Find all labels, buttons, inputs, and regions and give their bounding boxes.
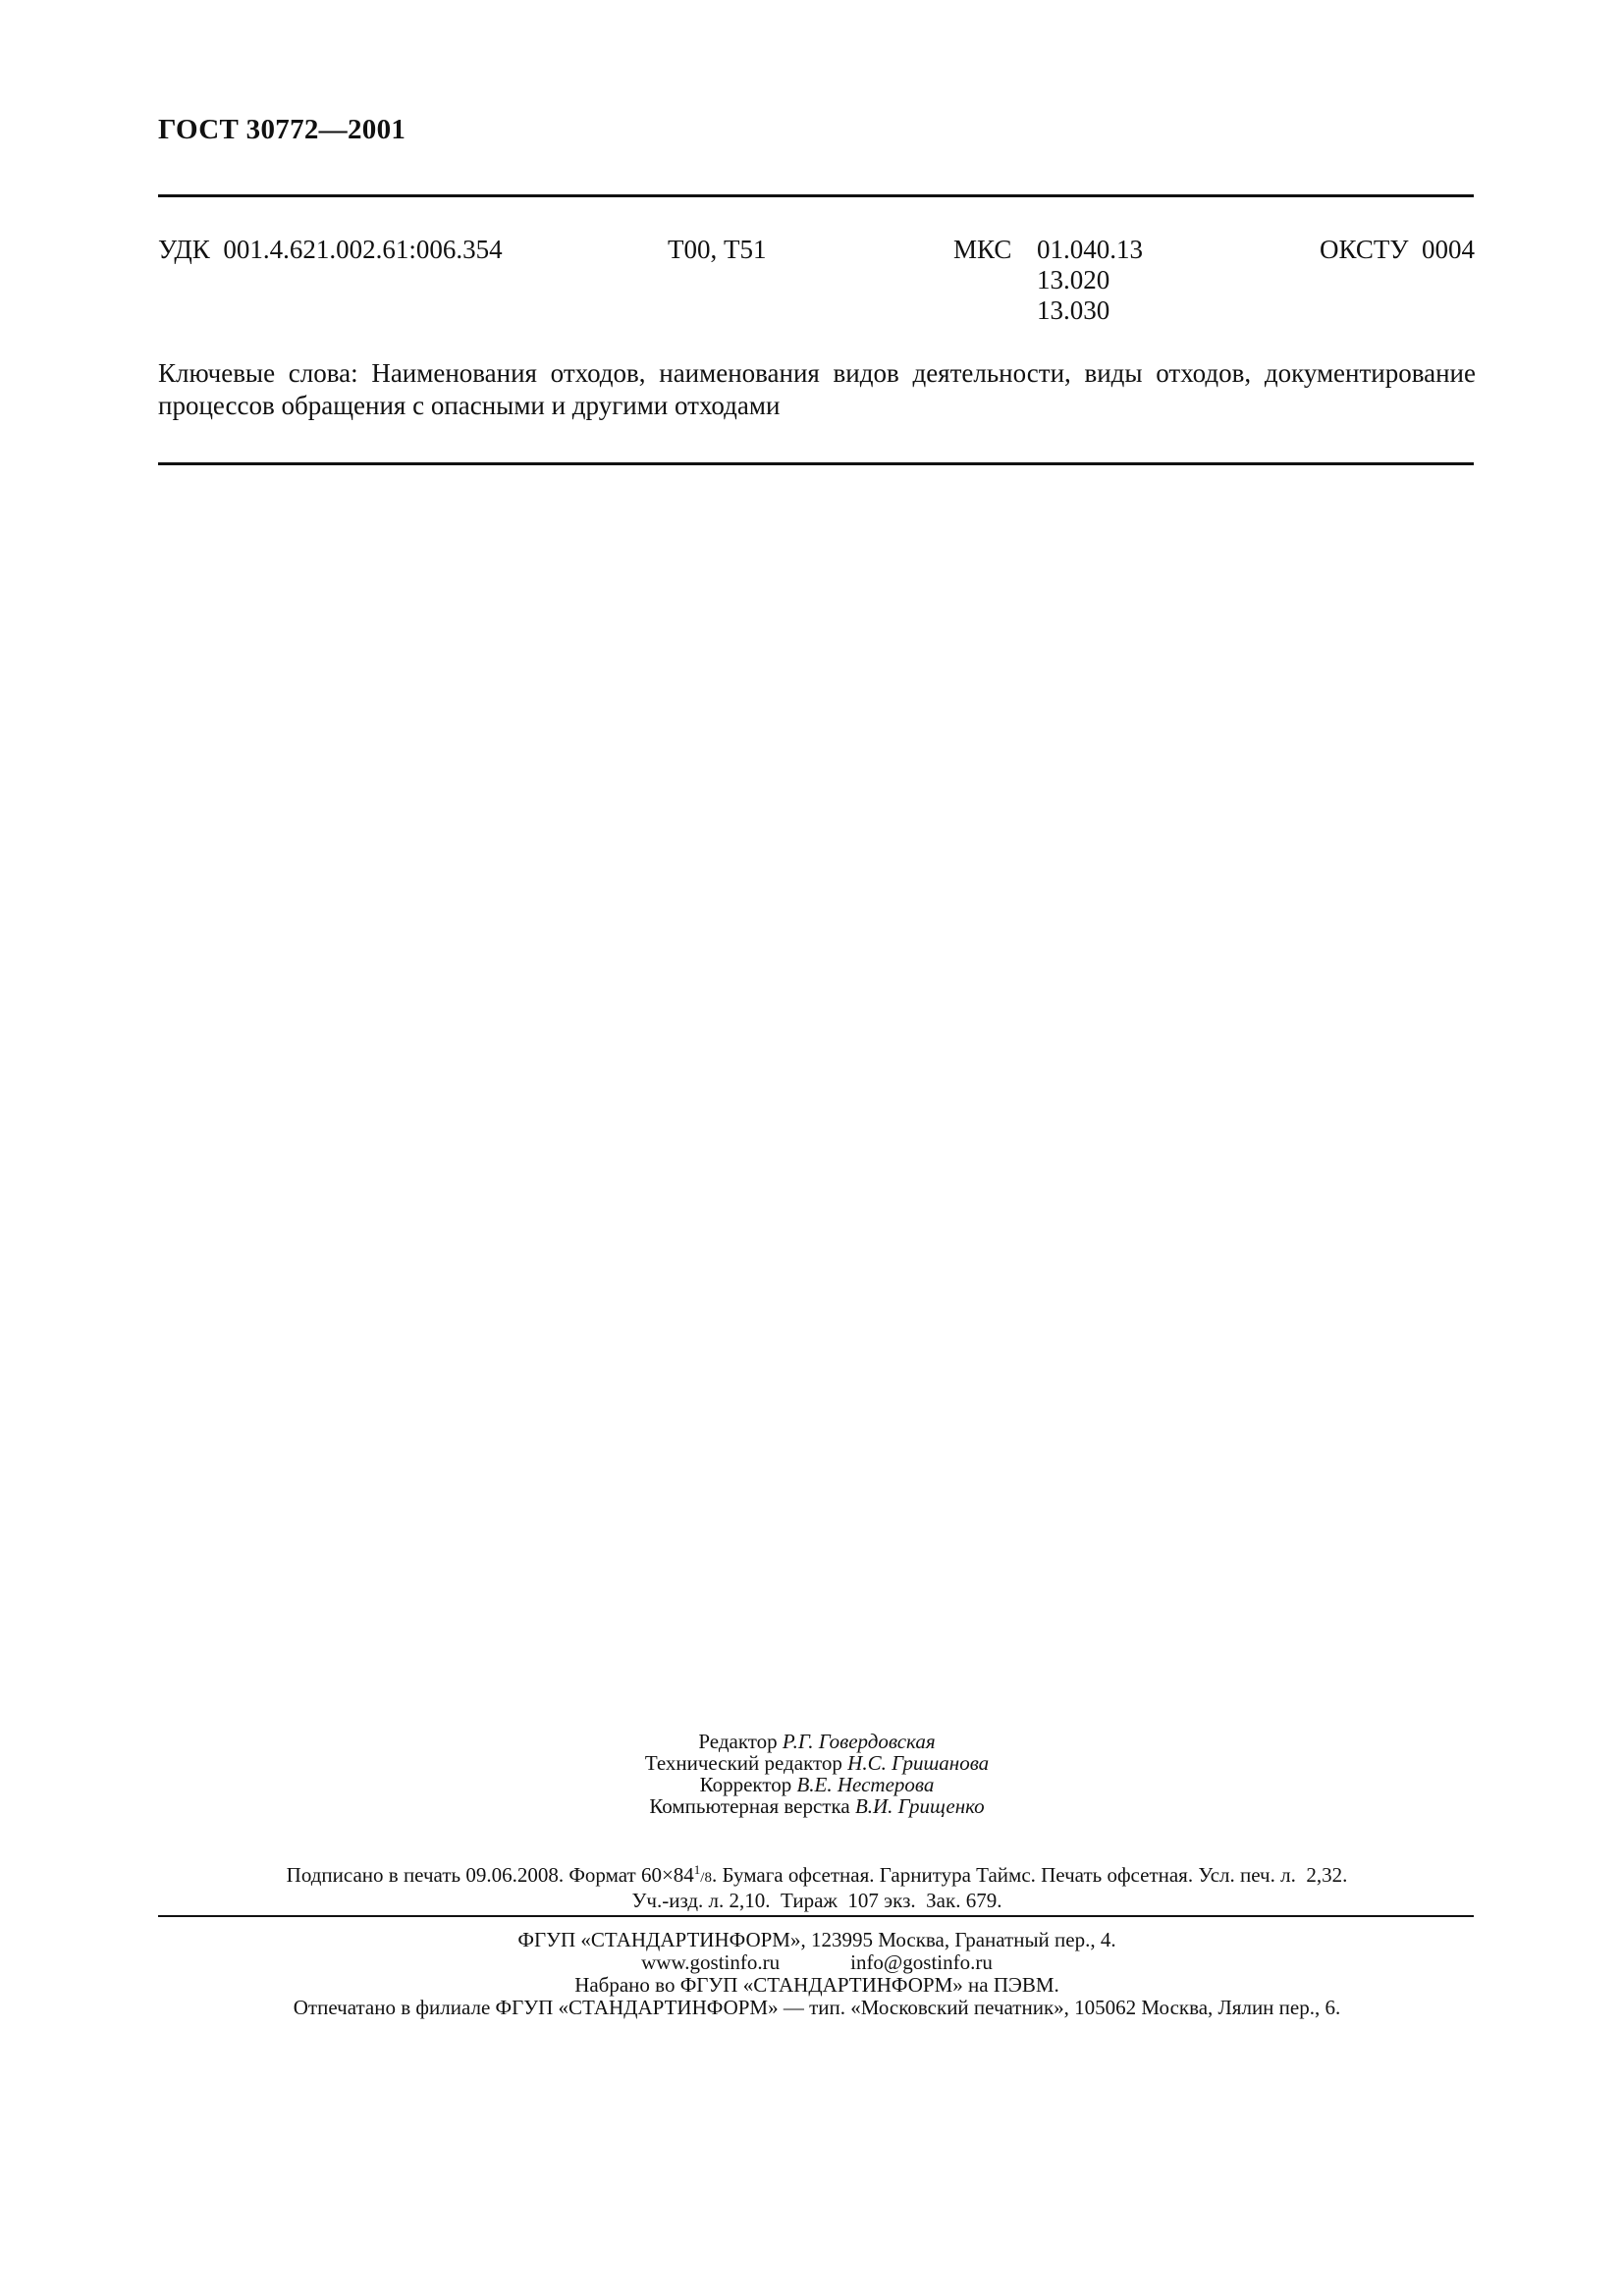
publisher-contacts bbox=[158, 1951, 1476, 1974]
credit-name: В.И. Грищенко bbox=[854, 1794, 985, 1818]
mks-value: 13.020 bbox=[1037, 265, 1110, 294]
mks-values bbox=[1037, 234, 1143, 325]
website-link[interactable]: www.gostinfo.ru bbox=[641, 1950, 781, 1974]
publisher-address: ФГУП «СТАНДАРТИНФОРМ», 123995 Москва, Гранатный пер., 4. bbox=[517, 1928, 1116, 1951]
credit-name: Н.С. Гришанова bbox=[847, 1751, 990, 1775]
imprint-block bbox=[158, 1858, 1476, 1912]
keywords-paragraph: Ключевые слова: Наименования отходов, наименования видов деятельности, виды отходов, документирование процессов обращения с опасными и другими отходами bbox=[158, 358, 1476, 420]
keywords-divider bbox=[158, 462, 1474, 465]
document-header-title: ГОСТ 30772—2001 bbox=[158, 114, 406, 145]
header-divider bbox=[158, 194, 1474, 197]
mks-value: 13.030 bbox=[1037, 295, 1110, 325]
credit-name: Р.Г. Говердовская bbox=[782, 1730, 936, 1753]
imprint-line-2: Уч.-изд. л. 2,10. Тираж 107 экз. Зак. 679. bbox=[631, 1889, 1002, 1912]
email-link[interactable]: info@gostinfo.ru bbox=[850, 1950, 993, 1974]
credit-line: Корректор В.Е. Нестерова bbox=[699, 1773, 935, 1796]
printing-note: Отпечатано в филиале ФГУП «СТАНДАРТИНФОРМ» — тип. «Московский печатник», 105062 Москва, Лялин пер., 6. bbox=[293, 1996, 1341, 2019]
credit-line: Технический редактор Н.С. Гришанова bbox=[644, 1751, 990, 1775]
mks-label: МКС bbox=[953, 235, 1012, 264]
credit-line: Компьютерная верстка В.И. Грищенко bbox=[649, 1794, 985, 1818]
publisher-block bbox=[158, 1929, 1476, 2019]
typesetting-note: Набрано во ФГУП «СТАНДАРТИНФОРМ» на ПЭВМ. bbox=[574, 1973, 1059, 1997]
mks-value: 01.040.13 bbox=[1037, 235, 1143, 264]
udk-code: УДК 001.4.621.002.61:006.354 bbox=[158, 235, 503, 264]
credit-name: В.Е. Нестерова bbox=[796, 1773, 935, 1796]
okstu-code: ОКСТУ 0004 bbox=[1320, 235, 1475, 264]
imprint-line-1: Подписано в печать 09.06.2008. Формат $60\times 84^1/8$. Бумага офсетная. Гарнитура Таймс. Печать офсетная. Усл. печ. л. 2,32. bbox=[286, 1862, 1348, 1887]
imprint-divider bbox=[158, 1915, 1474, 1917]
editorial-credits bbox=[158, 1731, 1476, 1817]
credit-line: Редактор Р.Г. Говердовская bbox=[698, 1730, 936, 1753]
group-codes: Т00, Т51 bbox=[668, 235, 767, 264]
